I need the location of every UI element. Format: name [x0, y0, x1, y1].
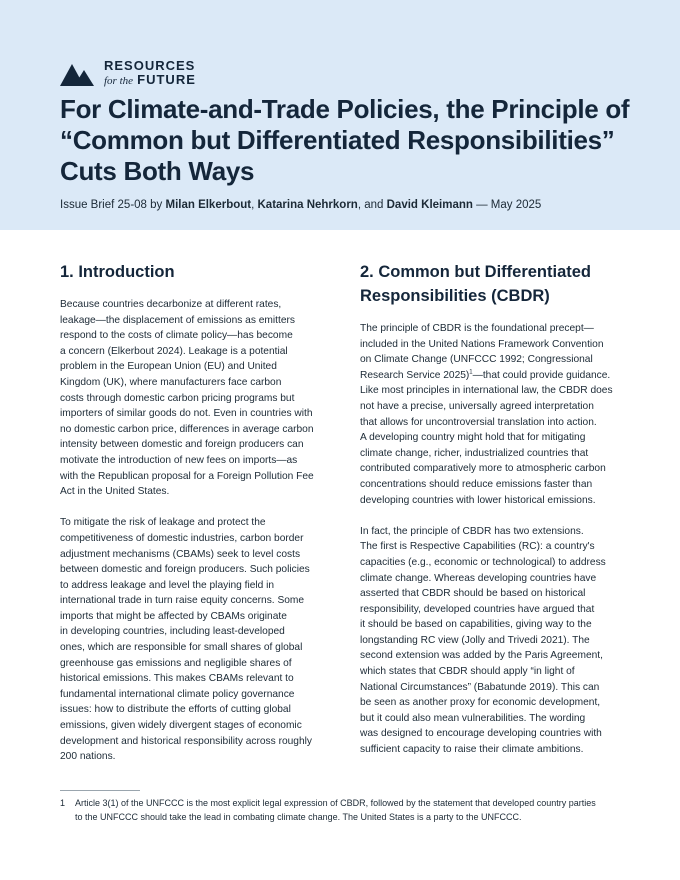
- text-line: but it could also mean vulnerabilities. The wording: [360, 712, 586, 724]
- text-line: adjustment mechanisms (CBAMs) seek to level costs: [60, 548, 301, 560]
- text-line: a concern (Elkerbout 2024). Leakage is a potential: [60, 345, 288, 357]
- header-banner: [0, 0, 680, 230]
- text-line: Kingdom (UK), where manufacturers face carbon: [60, 376, 282, 388]
- text-line: that allows for uncontroversial translation into action.: [360, 416, 597, 428]
- text-line: motivate the introduction of new fees on imports—as: [60, 454, 298, 466]
- text-line: to address leakage and level the playing field in: [60, 579, 275, 591]
- paragraph-gap: [360, 508, 625, 524]
- text-line: In fact, the principle of CBDR has two extensions.: [360, 525, 584, 537]
- text-line: development and historical responsibility across roughly: [60, 735, 312, 747]
- text-line: was designed to encourage developing countries with: [360, 728, 602, 740]
- text-line: The first is Respective Capabilities (RC): a country's: [360, 541, 595, 553]
- text-line: To mitigate the risk of leakage and protect the: [60, 517, 266, 529]
- logo-line2-main: FUTURE: [137, 72, 196, 87]
- text-line: imports that might be affected by CBAMs originate: [60, 610, 287, 622]
- byline-prefix: Issue Brief 25-08 by: [60, 199, 166, 211]
- text-line: intensity between domestic and foreign producers can: [60, 439, 304, 451]
- text-line: issues: how to distribute the efforts of cutting global: [60, 704, 291, 716]
- text-line: leakage—the displacement of emissions as emitters: [60, 314, 295, 326]
- title-line: For Climate-and-Trade Policies, the Principle of: [60, 94, 630, 124]
- logo-line2: [104, 72, 196, 87]
- text-line: importers of similar goods do not. Even in countries with: [60, 408, 313, 420]
- text-fragment: Research Service 2025): [360, 369, 470, 381]
- paragraph: [360, 524, 625, 758]
- text-fragment: —that could provide guidance.: [472, 369, 611, 381]
- text-line: contributed comparatively more to atmospheric carbon: [360, 463, 606, 475]
- footnote-reference[interactable]: 1: [469, 369, 473, 376]
- page-title: [60, 94, 660, 187]
- title-line: “Common but Differentiated Responsibilities”: [60, 125, 615, 155]
- text-line: emissions, given widely divergent stages of economic: [60, 720, 302, 732]
- text-line: capacities (e.g., economic or technological) to address: [360, 556, 606, 568]
- text-line: ones, which are responsible for small shares of global: [60, 642, 303, 654]
- text-line: sufficient capacity to raise their climate ambitions.: [360, 744, 584, 756]
- footnote-line: to the UNFCCC should take the lead in combating climate change. The United States is a party to the UNFCCC.: [75, 812, 522, 822]
- text-line: it should be based on capabilities, giving way to the: [360, 619, 592, 631]
- paragraph: [60, 515, 325, 765]
- text-line: in developing countries, including least-developed: [60, 626, 285, 638]
- text-line: problem in the European Union (EU) and United: [60, 361, 277, 373]
- author-nehrkorn: Katarina Nehrkorn: [257, 199, 358, 211]
- text-line: included in the United Nations Framework Convention: [360, 338, 604, 350]
- logo-line2-prefix: for the: [104, 75, 134, 87]
- text-line: longstanding RC view (Jolly and Trivedi 2021). The: [360, 634, 590, 646]
- text-line: second extension was added by the Paris Agreement,: [360, 650, 603, 662]
- text-line: Like most principles in international law, the CBDR does: [360, 385, 613, 397]
- text-line: fundamental international climate policy governance: [60, 688, 295, 700]
- text-line: Because countries decarbonize at different rates,: [60, 299, 282, 310]
- text-line: [360, 368, 625, 384]
- text-line: international trade in turn raise equity concerns. Some: [60, 595, 305, 607]
- text-line: with the Republican proposal for a Foreign Pollution Fee: [60, 470, 314, 482]
- text-line: asserted that CBDR should be based on historical: [360, 588, 586, 600]
- mountain-logo-icon: [60, 60, 98, 86]
- footnote-number: 1: [60, 798, 66, 808]
- text-line: costs through domestic carbon pricing programs but: [60, 392, 295, 404]
- footnote-divider: [60, 790, 140, 791]
- text-line: climate change, richer, industrialized countries that: [360, 447, 589, 459]
- title-line: Cuts Both Ways: [60, 156, 255, 186]
- text-line: The principle of CBDR is the foundational precept—: [360, 323, 594, 334]
- author-elkerbout: Milan Elkerbout: [165, 199, 252, 211]
- section-heading-line: 2. Common but Differentiated: [360, 263, 592, 281]
- byline-date: — May 2025: [472, 199, 542, 211]
- text-line: concentrations should reduce emissions faster than: [360, 478, 593, 490]
- text-line: competitiveness of domestic industries, carbon border: [60, 532, 304, 544]
- text-line: developing countries with lower historical emissions.: [360, 494, 596, 506]
- byline: [60, 199, 541, 211]
- text-line: climate change. Whereas developing countries have: [360, 572, 597, 584]
- text-line: Act in the United States.: [60, 486, 170, 498]
- author-kleimann: David Kleimann: [386, 199, 473, 211]
- text-line: historical emissions. This makes CBAMs relevant to: [60, 673, 294, 685]
- paragraph: [60, 297, 325, 500]
- section-cbdr: [360, 260, 625, 758]
- byline-separator: , and: [357, 199, 387, 211]
- text-line: on Climate Change (UNFCCC 1992; Congressional: [360, 354, 593, 366]
- footnote-line: Article 3(1) of the UNFCCC is the most explicit legal expression of CBDR, followed by the statement that developed country parties: [75, 798, 596, 808]
- text-line: A developing country might hold that for mitigating: [360, 432, 586, 444]
- text-line: not have a precise, universally agreed interpretation: [360, 400, 594, 412]
- logo-line1: RESOURCES: [104, 58, 196, 73]
- section-heading: [360, 260, 625, 308]
- section-heading-line: Responsibilities (CBDR): [360, 287, 550, 305]
- text-line: be seen as another proxy for economic development,: [360, 697, 601, 709]
- text-line: no domestic carbon price, differences in average carbon: [60, 423, 314, 435]
- byline-separator: ,: [251, 199, 258, 211]
- text-line: 200 nations.: [60, 751, 116, 763]
- text-line: responsibility, developed countries have argued that: [360, 603, 595, 615]
- text-line: National Circumstances” (Babatunde 2019). This can: [360, 681, 600, 693]
- paragraph: [360, 321, 625, 508]
- footnote-text: [75, 796, 596, 824]
- text-line: respond to the costs of climate policy—has become: [60, 330, 293, 342]
- text-line: which states that CBDR should apply “in light of: [360, 666, 575, 678]
- paragraph-gap: [60, 500, 325, 516]
- text-line: greenhouse gas emissions and negligible shares of: [60, 657, 292, 669]
- text-line: between domestic and foreign producers. Such policies: [60, 564, 310, 576]
- section-heading: 1. Introduction: [60, 263, 175, 281]
- section-introduction: [60, 260, 325, 765]
